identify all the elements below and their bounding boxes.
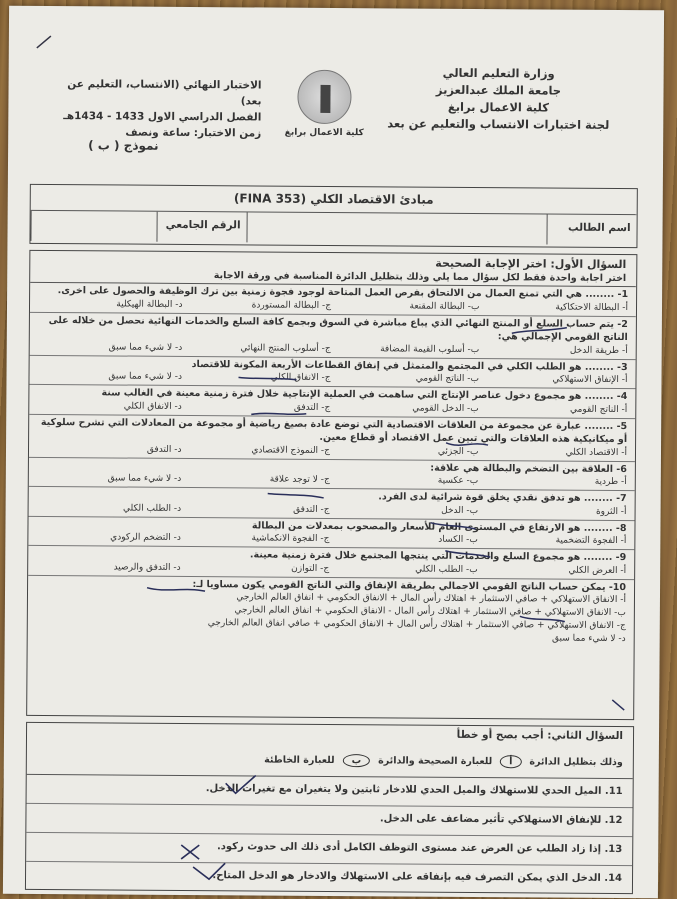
- option[interactable]: ب- الدخل القومي: [412, 403, 479, 414]
- option[interactable]: أ- الناتج القومي: [570, 404, 628, 415]
- question-two-box: [25, 722, 634, 894]
- question-item: [28, 546, 634, 580]
- option[interactable]: ج- البطالة المستوردة: [251, 299, 332, 311]
- false-circle-icon: ب: [343, 754, 371, 767]
- question-item: [29, 355, 635, 389]
- header-line: كلية الاعمال برابغ: [447, 99, 549, 115]
- question-text: 10- يمكن حساب الناتج القومي الاجمالي بطريقة الإنفاق والتي الناتج القومي يكون مساويا لـ:: [192, 578, 627, 593]
- header-line: الفصل الدراسي الاول 1433 - 1434هـ: [63, 110, 262, 124]
- question-text: 5- ........ عبارة عن مجموعة من العلاقات الاقتصادية التي توضع عادة بصيغ رياضية أو مجموعة من المعادلات التي تشرح سلوكية أو ميكانيكية هذه العلاقات والتي تبين عمل الاقتصاد أو قطاع معين.: [40, 416, 628, 446]
- question-item: [30, 312, 636, 359]
- header-line: زمن الاختبار: ساعة ونصف: [125, 126, 262, 140]
- option[interactable]: أ- الإنفاق الاستهلاكي: [552, 374, 628, 386]
- option[interactable]: د- الطلب الكلي: [122, 503, 182, 514]
- question-item: [28, 516, 634, 550]
- option[interactable]: ج- النموذج الاقتصادي: [251, 444, 331, 456]
- option[interactable]: ب- أسلوب القيمة المضافة: [380, 343, 480, 355]
- option[interactable]: أ- طريقة الدخل: [569, 345, 628, 356]
- question-text: 2- يتم حساب السلع أو المنتج النهائي الذي يباع مباشرة في السوق وبجمع كافة السلع والخدمات النهائية نحصل من خلاله على الناتج القومي الإجمالي هي:: [48, 314, 628, 344]
- question-text: 7- ........ هو تدفق نقدي يخلق قوة شرائية لدى الفرد.: [378, 491, 627, 505]
- model-label: نموذج ( ب ): [88, 138, 159, 153]
- header-line: وزارة التعليم العالي: [442, 65, 555, 81]
- question-text: 4- ........ هو مجموع دخول عناصر الإنتاج التي ساهمت في العملية الإنتاجية خلال فترة زمنية معينة في الغالب سنة: [101, 387, 628, 403]
- question-text: 1- ........ هي التي تمنع العمال من الالتحاق بفرص العمل المتاحة لوجود فجوة زمنية بين ترك الوظيفة والحصول على اخرى.: [57, 285, 629, 301]
- option[interactable]: أ- العرض الكلي: [568, 565, 627, 576]
- pen-stroke-icon: [37, 36, 51, 48]
- question-text: 6- العلاقة بين التضخم والبطالة هي علاقة:: [430, 462, 627, 475]
- q1-instruction: اختر اجابة واحدة فقط لكل سؤال مما يلي وذلك بتظليل الدائرة المناسبة في ورقة الاجابة: [30, 267, 636, 287]
- option[interactable]: د- التدفق والرصيد: [113, 561, 181, 573]
- q2-true-label: للعبارة الصحيحة والدائرة: [378, 755, 493, 768]
- option[interactable]: ب- الدخل: [441, 505, 479, 516]
- header-line: لجنة اختبارات الانتساب والتعليم عن بعد: [387, 116, 610, 132]
- option[interactable]: أ- الثروة: [595, 506, 627, 517]
- q2-instruction: [27, 747, 633, 779]
- option[interactable]: ب- البطالة المقنعة: [409, 301, 480, 312]
- option[interactable]: ب- الطلب الكلي: [415, 564, 478, 575]
- option[interactable]: ب- الجزئي: [437, 446, 479, 457]
- option[interactable]: ب- عكسية: [437, 475, 479, 487]
- student-id-label: الرقم الجامعي: [156, 212, 246, 243]
- student-name-field[interactable]: [246, 212, 546, 244]
- header-line: جامعة الملك عبدالعزيز: [435, 82, 562, 98]
- option[interactable]: ج- التوازن: [291, 563, 330, 574]
- university-logo: [276, 70, 373, 161]
- option[interactable]: ب- الناتج القومي: [415, 373, 480, 385]
- question-item: [29, 414, 635, 461]
- logo-caption: كلية الاعمال برابغ: [284, 127, 364, 139]
- header-line: الاختبار النهائي (الانتساب، التعليم عن بعد): [67, 78, 262, 108]
- question-item: [29, 457, 635, 491]
- option[interactable]: ب- الكساد: [438, 534, 478, 546]
- option[interactable]: أ- طردية: [594, 476, 627, 488]
- option[interactable]: ج- لا توجد علاقة: [269, 474, 330, 485]
- option[interactable]: ب- الانفاق الاستهلاكي + صافي الاستثمار + اهتلاك رأس المال - الانفاق الحكومي + انفاق العالم الخارجي: [234, 605, 626, 619]
- q2-false-label: للعبارة الخاطئة: [264, 754, 335, 767]
- course-title: مبادئ الاقتصاد الكلي (FINA 353): [31, 185, 637, 215]
- exam-info-header: [46, 76, 261, 141]
- student-name-label: اسم الطالب: [546, 214, 636, 245]
- option[interactable]: ج- الانفاق الاستهلاكي + صافي الاستثمار + اهتلاك رأس المال + الانفاق الحكومي + صافي انفاق العالم الخارجي: [207, 618, 626, 632]
- option[interactable]: ج- التدفق: [293, 504, 330, 515]
- tf-item[interactable]: 13. إذا زاد الطلب عن العرض عند مستوى التوظف الكامل أدى ذلك الى حدوث ركود.: [26, 833, 632, 866]
- ministry-header: [373, 64, 623, 134]
- tf-item[interactable]: 11. الميل الحدي للاستهلاك والميل الحدي للادخار ثابتين ولا يتغيران مع تغيرات الدخل.: [27, 775, 633, 808]
- option[interactable]: د- لا شيء مما سبق: [108, 341, 183, 353]
- option[interactable]: د- البطالة الهيكلية: [116, 298, 183, 310]
- question-item: [28, 575, 634, 647]
- question-text: 9- ........ هو مجموع السلع والخدمات التي ينتجها المجتمع خلال فترة زمنية معينة.: [249, 549, 627, 564]
- option[interactable]: د- لا شيء مما سبق: [108, 371, 183, 382]
- option[interactable]: أ- الاقتصاد الكلي: [565, 447, 628, 458]
- option[interactable]: د- التدفق: [146, 444, 182, 455]
- true-circle-icon: أ: [500, 755, 521, 768]
- option[interactable]: ج- أسلوب المنتج النهائي: [240, 342, 331, 354]
- option[interactable]: ج- التدفق: [293, 402, 331, 413]
- question-text: 8- ........ هو الارتفاع في المستوى العام للأسعار والمصحوب بمعدلات من البطالة: [251, 519, 627, 534]
- option[interactable]: د- لا شيء مما سبق: [107, 473, 182, 484]
- student-id-field[interactable]: [30, 211, 156, 242]
- q1-title: السؤال الأول: اختر الإجابة الصحيحة: [435, 256, 627, 272]
- q2-title: السؤال الثاني: أجب بصح أو خطأ: [456, 728, 624, 743]
- question-item: [29, 487, 635, 521]
- tf-item[interactable]: 12. للإنفاق الاستهلاكي تأثير مضاعف على الدخل.: [26, 804, 632, 837]
- option[interactable]: د- الانفاق الكلي: [123, 401, 182, 412]
- question-item: [30, 283, 636, 317]
- option[interactable]: أ- البطالة الاحتكاكية: [555, 302, 629, 313]
- tf-item[interactable]: 14. الدخل الذي يمكن التصرف فيه بإنفاقه على الاستهلاك والادخار هو الدخل المتاح.: [212, 870, 623, 885]
- option[interactable]: أ- الفجوة التضخمية: [555, 535, 627, 547]
- exam-paper: [3, 6, 664, 899]
- option[interactable]: د- لا شيء مما سبق: [552, 633, 626, 645]
- question-text: 3- ........ هو الطلب الكلي في المجتمع والمتمثل في إنفاق القطاعات الأربعة المكونة للاقتصاد: [191, 358, 628, 373]
- course-box: [29, 184, 637, 248]
- option[interactable]: د- التضخم الركودي: [110, 532, 181, 543]
- logo-emblem-icon: [297, 70, 351, 124]
- option[interactable]: أ- الانفاق الاستهلاكي + صافي الاستثمار + اهتلاك رأس المال + الانفاق الحكومي + انفاق العالم الخارجي: [236, 592, 627, 606]
- q2-instruction-prefix: وذلك بتظليل الدائرة: [529, 756, 623, 769]
- question-one-box: [26, 250, 637, 720]
- option[interactable]: ج- الانفاق الكلي: [270, 372, 331, 383]
- option[interactable]: ج- الفجوة الانكماشية: [251, 533, 330, 544]
- question-item: [29, 385, 635, 419]
